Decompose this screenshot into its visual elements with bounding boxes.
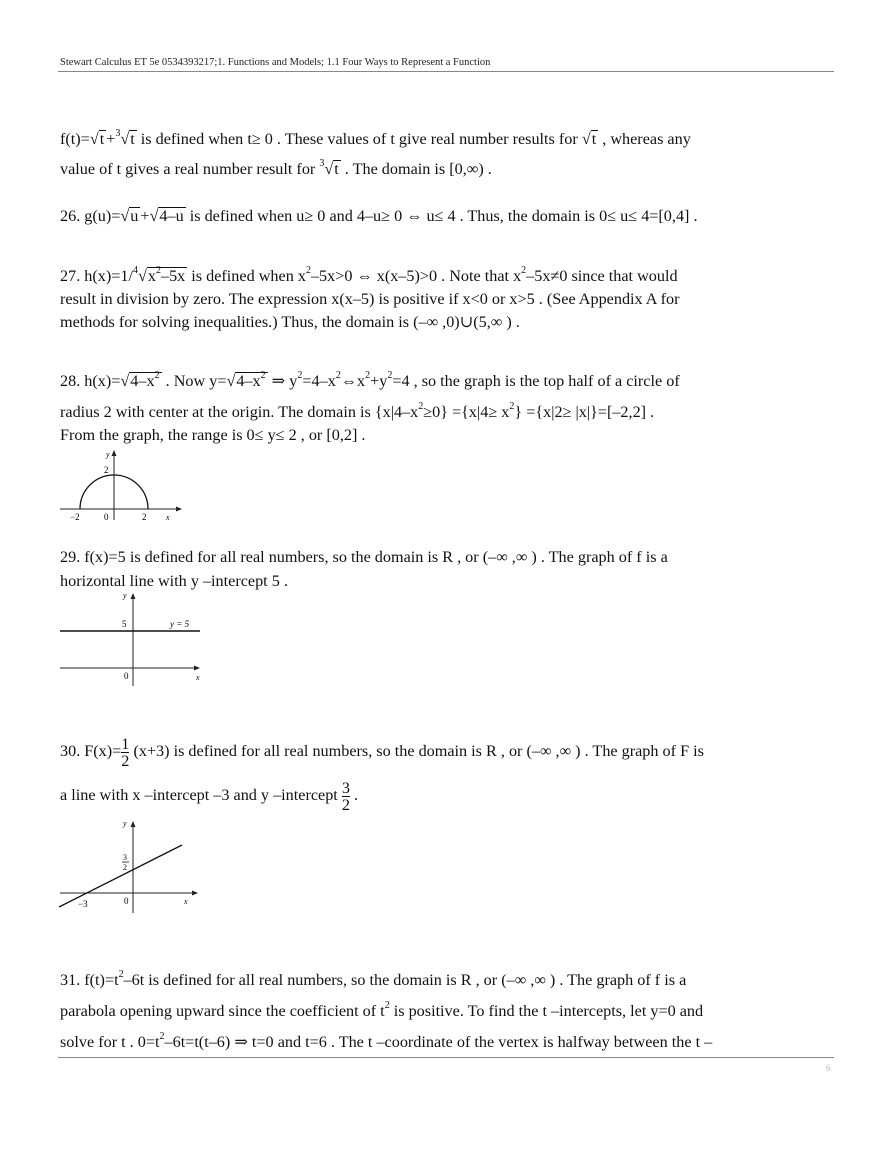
y-axis-label: y <box>123 819 127 828</box>
header-rule <box>58 71 834 72</box>
y-axis-label: y <box>123 591 127 600</box>
running-header: Stewart Calculus ET 5e 0534393217;1. Functions and Models; 1.1 Four Ways to Represent a Function <box>60 57 491 68</box>
footer-rule <box>58 1057 834 1058</box>
problem-27-line-3: methods for solving inequalities.) Thus, the domain is (–∞ ,0)∪(5,∞ ) . <box>60 313 520 331</box>
y-tick-den: 2 <box>123 863 127 872</box>
line-label: y = 5 <box>170 619 190 629</box>
problem-27-line-1: 27. $h(x)=1/^4√x^2-5x$ is defined when $x^2-5x>0$ ⇔ x(x–5)>0 . Note that $x^2-5x\ne 0$ since that would <box>60 265 678 285</box>
line-f <box>59 845 182 907</box>
problem-31-line-1: 31. $f(t)=t^2-6t$ is defined for all real numbers, so the domain is R , or (–∞ ,∞ ) . The graph of f is a <box>60 969 687 989</box>
origin-label: 0 <box>124 896 129 906</box>
problem-27-line-2: result in division by zero. The expression x(x–5) is positive if x<0 or x>5 . (See Appendix A for <box>60 290 680 308</box>
y-axis-arrow <box>131 821 136 827</box>
x-axis-arrow <box>194 666 200 671</box>
x-axis-label: x <box>196 673 200 682</box>
semicircle-graph <box>58 448 188 524</box>
y-tick-num: 3 <box>123 853 127 862</box>
x-axis-arrow <box>176 507 182 512</box>
x-axis-arrow <box>192 891 198 896</box>
x-axis-label: x <box>184 897 188 906</box>
y-tick-label: 2 <box>104 465 109 475</box>
origin-label: 0 <box>124 671 129 681</box>
problem-31-line-3: solve for t . $0=t^2-6t=t(t-6)$ ⇒ t=0 and t=6 . The t –coordinate of the vertex is halfway between the t – <box>60 1031 713 1051</box>
y-tick-label: 5 <box>122 619 127 629</box>
page-number: 6 <box>826 1063 831 1073</box>
y-axis-arrow <box>131 593 136 599</box>
problem-25-line-2: value of t gives a real number result for $^3$√t . The domain is [0,∞) . <box>60 158 492 178</box>
horizontal-line-graph <box>58 590 208 690</box>
problem-26: 26. g(u)=√u +√4–u is defined when u≥ 0 and 4–u≥ 0 ⇔ u≤ 4 . Thus, the domain is 0≤ u≤ 4=[0,4] . <box>60 207 698 225</box>
line-graph <box>58 815 208 915</box>
origin-label: 0 <box>104 512 109 522</box>
problem-28-line-2: radius 2 with center at the origin. The domain is $\{x|4-x^2\ge 0\} =\{x|4\ge x^2\} =\{x|2\ge |x|\}=[-2,2]$ . <box>60 401 655 421</box>
problem-28-line-1: 28. $h(x)=√4-x^2$ . Now $y=√4-x^2$ ⇒ $y^2=4-x^2\Leftrightarrow x^2+y^2=4$ , so the graph is the top half of a circle of <box>60 370 680 390</box>
problem-30-line-2: a line with x –intercept –3 and y –intercept $\frac{3}{2}$ . <box>60 779 359 814</box>
x-tick-pos-label: 2 <box>142 512 147 522</box>
y-axis-label: y <box>106 450 110 459</box>
fraction-one-half: $\frac{1}{2}$ <box>121 735 130 770</box>
x-axis-label: x <box>166 513 170 522</box>
problem-29-line-2: horizontal line with y –intercept 5 . <box>60 572 288 590</box>
x-tick-label: −3 <box>78 899 88 909</box>
problem-29-line-1: 29. f(x)=5 is defined for all real numbers, so the domain is R , or (–∞ ,∞ ) . The graph of f is a <box>60 548 668 566</box>
problem-28-line-3: From the graph, the range is 0≤ y≤ 2 , or [0,2] . <box>60 426 366 444</box>
x-tick-neg-label: −2 <box>70 512 80 522</box>
problem-30-line-1: 30. F(x)= $\frac{1}{2}$ (x+3) is defined for all real numbers, so the domain is R , or (–∞ ,∞ ) . The graph of F is <box>60 735 704 770</box>
problem-25-line-1: f(t)=√t +$^3$√t is defined when t≥ 0 . These values of t give real number results for √t , whereas any <box>60 128 691 148</box>
y-axis-arrow <box>112 450 117 456</box>
fraction-three-halves: $\frac{3}{2}$ <box>341 779 350 814</box>
problem-31-line-2: parabola opening upward since the coefficient of $t^2$ is positive. To find the t –intercepts, let y=0 and <box>60 1000 704 1020</box>
